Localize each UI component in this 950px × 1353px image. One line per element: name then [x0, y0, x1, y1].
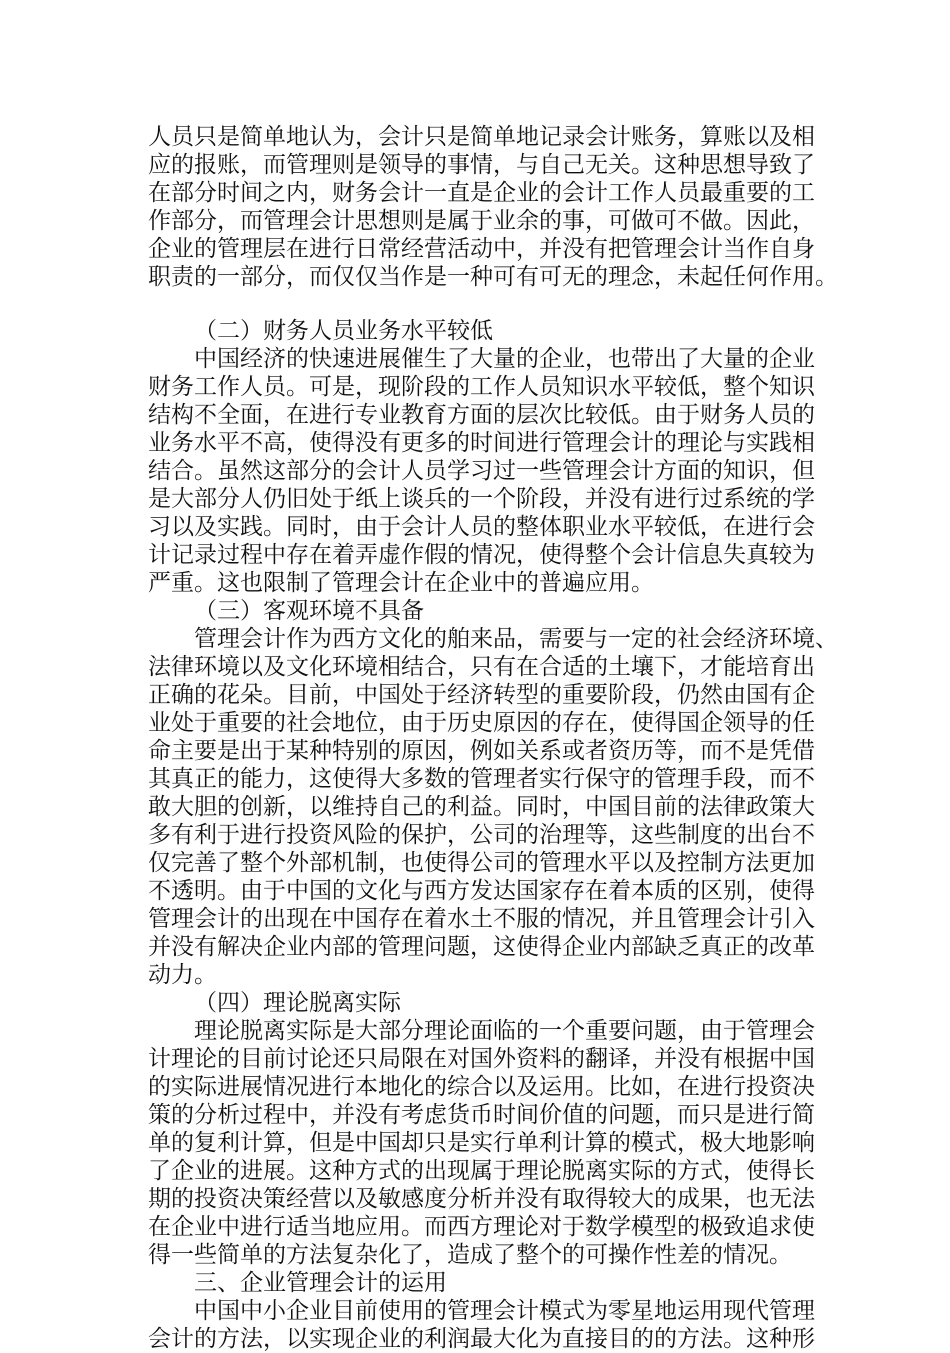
- text-line: 管理会计作为西方文化的舶来品，需要与一定的社会经济环境、: [194, 626, 838, 652]
- text-line: 命主要是出于某种特别的原因，例如关系或者资历等，而不是凭借: [148, 738, 815, 764]
- text-line: 并没有解决企业内部的管理问题，这使得企业内部缺乏真正的改革: [148, 934, 815, 960]
- text-line: 得一些简单的方法复杂化了，造成了整个的可操作性差的情况。: [148, 1242, 792, 1268]
- text-line: 仅完善了整个外部机制，也使得公司的管理水平以及控制方法更加: [148, 850, 815, 876]
- text-line: 在企业中进行适当地应用。而西方理论对于数学模型的极致追求使: [148, 1214, 815, 1240]
- text-line: 法律环境以及文化环境相结合，只有在合适的土壤下，才能培育出: [148, 654, 815, 680]
- text-line: 动力。: [148, 962, 217, 988]
- text-line: 多有利于进行投资风险的保护，公司的治理等，这些制度的出台不: [148, 822, 815, 848]
- text-line: 其真正的能力，这使得大多数的管理者实行保守的管理手段，而不: [148, 766, 815, 792]
- text-line: 了企业的进展。这种方式的出现属于理论脱离实际的方式，使得长: [148, 1158, 815, 1184]
- text-line: 结构不全面，在进行专业教育方面的层次比较低。由于财务人员的: [148, 402, 815, 428]
- text-line: 是大部分人仍旧处于纸上谈兵的一个阶段，并没有进行过系统的学: [148, 486, 815, 512]
- paragraph-gap: [148, 291, 808, 317]
- text-line: 严重。这也限制了管理会计在企业中的普遍应用。: [148, 570, 654, 596]
- text-line: 理论脱离实际是大部分理论面临的一个重要问题，由于管理会: [194, 1018, 815, 1044]
- text-line: 作部分，而管理会计思想则是属于业余的事，可做可不做。因此，: [148, 208, 815, 234]
- text-line: 单的复利计算，但是中国却只是实行单利计算的模式，极大地影响: [148, 1130, 815, 1156]
- paragraph-2: [148, 345, 815, 597]
- text-line: 的实际进展情况进行本地化的综合以及运用。比如，在进行投资决: [148, 1074, 815, 1100]
- paragraph-4: [148, 1017, 815, 1269]
- section-heading-three: 三、企业管理会计的运用: [194, 1270, 447, 1296]
- text-line: 业务水平不高，使得没有更多的时间进行管理会计的理论与实践相: [148, 430, 815, 456]
- section-heading-3: （三）客观环境不具备: [194, 598, 424, 624]
- text-line: 敢大胆的创新，以维持自己的利益。同时，中国目前的法律政策大: [148, 794, 815, 820]
- text-line: 企业的管理层在进行日常经营活动中，并没有把管理会计当作自身: [148, 236, 815, 262]
- paragraph-5: [148, 1297, 815, 1353]
- text-line: 职责的一部分，而仅仅当作是一种可有可无的理念，未起任何作用。: [148, 264, 838, 290]
- text-line: 习以及实践。同时，由于会计人员的整体职业水平较低，在进行会: [148, 514, 815, 540]
- text-line: 会计的方法，以实现企业的利润最大化为直接目的的方法。这种形: [148, 1326, 815, 1352]
- text-line: 财务工作人员。可是，现阶段的工作人员知识水平较低，整个知识: [148, 374, 815, 400]
- text-line: 人员只是简单地认为，会计只是简单地记录会计账务，算账以及相: [148, 124, 815, 150]
- text-line: 正确的花朵。目前，中国处于经济转型的重要阶段，仍然由国有企: [148, 682, 815, 708]
- section-heading-4: （四）理论脱离实际: [194, 990, 401, 1016]
- text-line: 业处于重要的社会地位，由于历史原因的存在，使得国企领导的任: [148, 710, 815, 736]
- text-line: 计记录过程中存在着弄虚作假的情况，使得整个会计信息失真较为: [148, 542, 815, 568]
- text-line: 策的分析过程中，并没有考虑货币时间价值的问题，而只是进行简: [148, 1102, 815, 1128]
- text-line: 计理论的目前讨论还只局限在对国外资料的翻译，并没有根据中国: [148, 1046, 815, 1072]
- text-line: 应的报账，而管理则是领导的事情，与自己无关。这种思想导致了: [148, 152, 815, 178]
- section-heading-2: （二）财务人员业务水平较低: [194, 318, 493, 344]
- text-line: 在部分时间之内，财务会计一直是企业的会计工作人员最重要的工: [148, 180, 815, 206]
- paragraph-intro: [148, 123, 838, 291]
- document-body: [148, 123, 838, 1353]
- text-line: 结合。虽然这部分的会计人员学习过一些管理会计方面的知识，但: [148, 458, 815, 484]
- text-line: 中国中小企业目前使用的管理会计模式为零星地运用现代管理: [194, 1298, 815, 1324]
- text-line: 中国经济的快速进展催生了大量的企业，也带出了大量的企业: [194, 346, 815, 372]
- paragraph-3: [148, 625, 838, 989]
- text-line: 管理会计的出现在中国存在着水土不服的情况，并且管理会计引入: [148, 906, 815, 932]
- text-line: 不透明。由于中国的文化与西方发达国家存在着本质的区别，使得: [148, 878, 815, 904]
- text-line: 期的投资决策经营以及敏感度分析并没有取得较大的成果，也无法: [148, 1186, 815, 1212]
